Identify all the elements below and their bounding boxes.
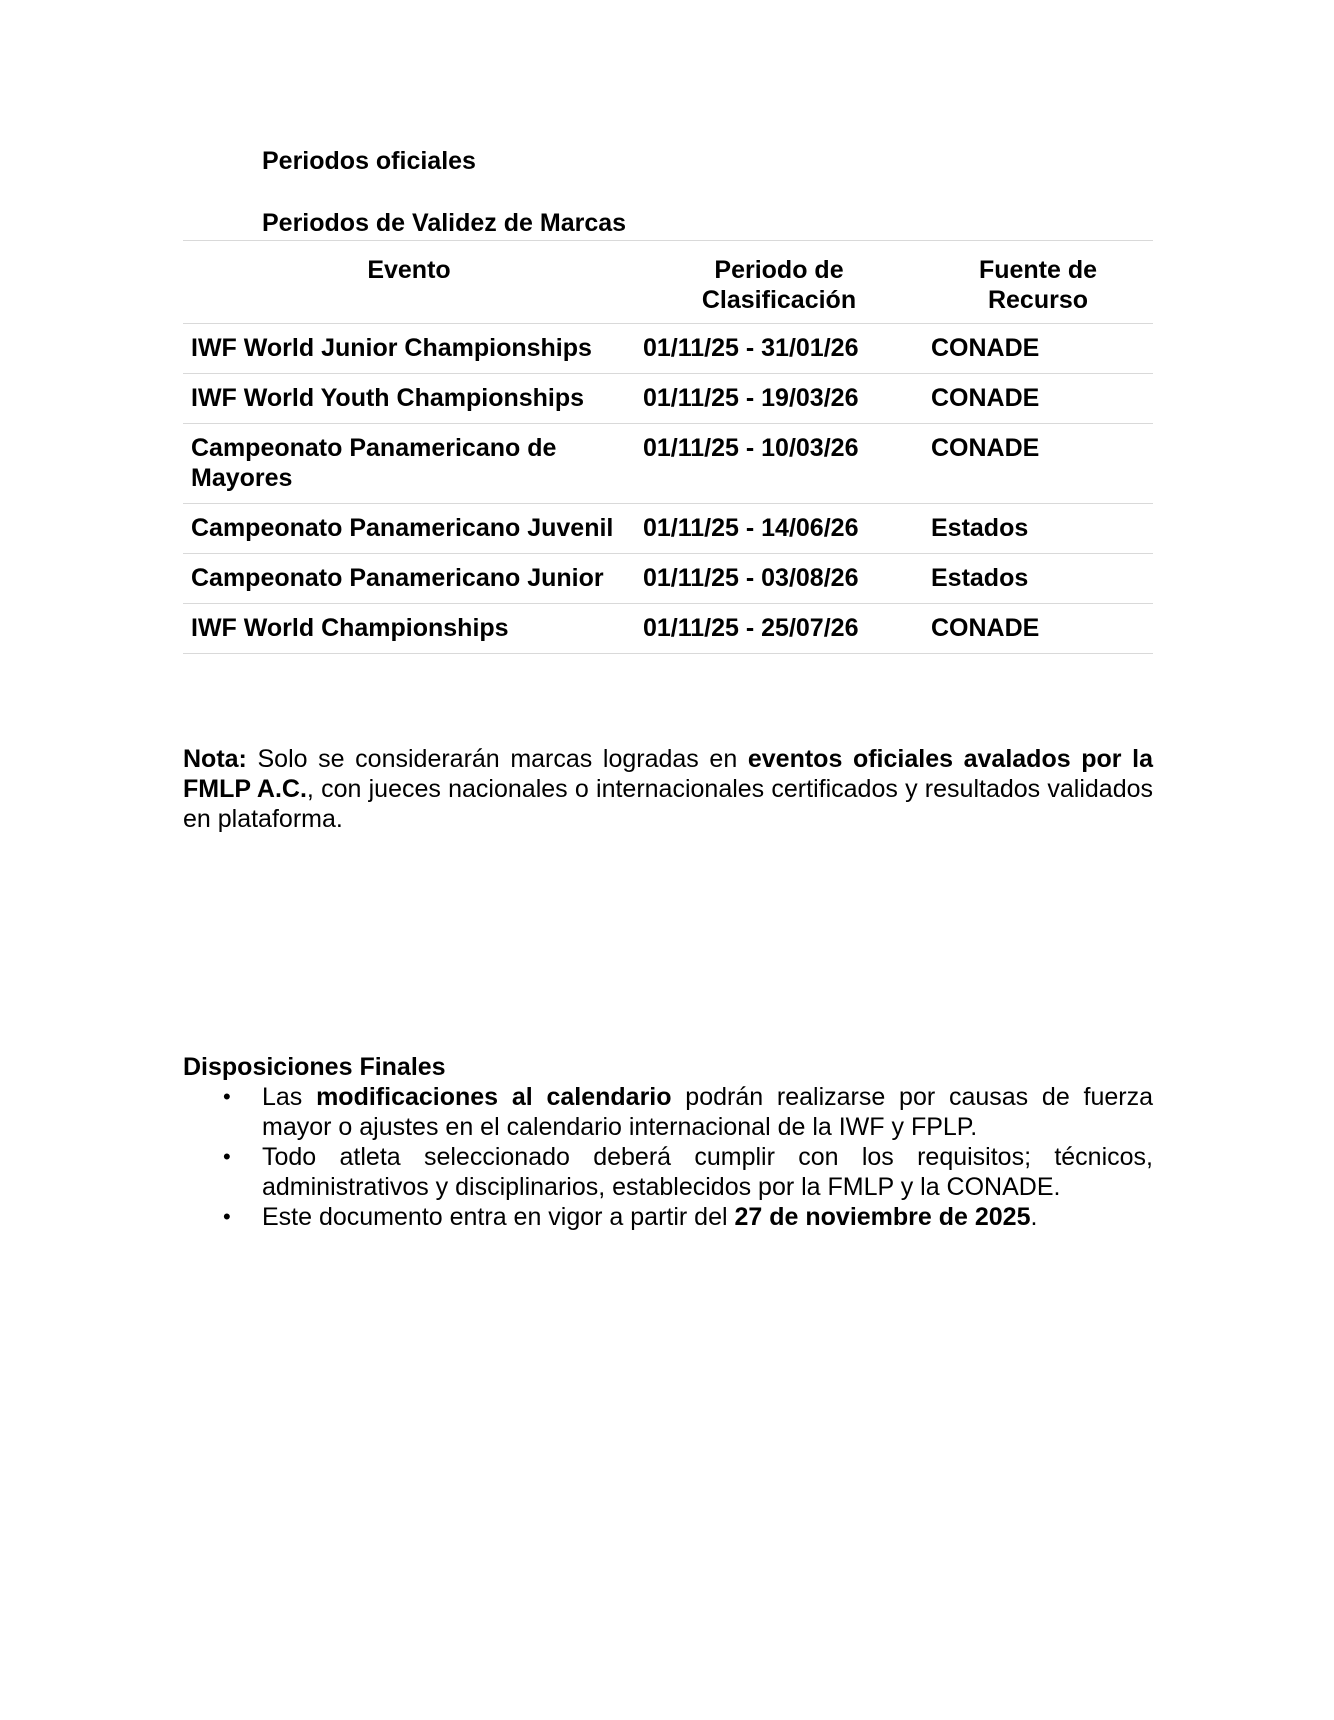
source-cell: CONADE — [923, 424, 1153, 504]
list-item: • Las modificaciones al calendario podrán realizarse por causas de fuerza mayor o ajustes en el calendario internacional de la IWF y FPLP. — [223, 1083, 1153, 1141]
table-row — [183, 324, 1153, 374]
source-cell: Estados — [923, 554, 1153, 604]
period-cell: 01/11/25 - 25/07/26 — [635, 604, 923, 654]
table-row — [183, 604, 1153, 654]
table-header-row — [183, 241, 1153, 324]
event-cell: Campeonato Panamericano Junior — [183, 554, 635, 604]
period-cell: 01/11/25 - 03/08/26 — [635, 554, 923, 604]
note-paragraph — [183, 744, 1153, 834]
header-event: Evento — [183, 241, 635, 324]
section-subtitle: Periodos de Validez de Marcas — [262, 209, 627, 237]
table-row — [183, 504, 1153, 554]
list-item: • Todo atleta seleccionado deberá cumplir con los requisitos; técnicos, administrativos y disciplinarios, establecidos por la FMLP y la CONADE. — [223, 1143, 1153, 1201]
source-cell: CONADE — [923, 604, 1153, 654]
period-cell: 01/11/25 - 14/06/26 — [635, 504, 923, 554]
table-row — [183, 424, 1153, 504]
source-cell: CONADE — [923, 374, 1153, 424]
period-cell: 01/11/25 - 10/03/26 — [635, 424, 923, 504]
table-row — [183, 554, 1153, 604]
source-cell: Estados — [923, 504, 1153, 554]
list-item: • Este documento entra en vigor a partir del 27 de noviembre de 2025. — [223, 1203, 1038, 1231]
header-source: Fuente de Recurso — [923, 241, 1153, 324]
note-label: Nota: — [183, 745, 247, 773]
event-cell: Campeonato Panamericano Juvenil — [183, 504, 635, 554]
final-provisions-title: Disposiciones Finales — [183, 1053, 446, 1081]
header-period: Periodo de Clasificación — [635, 241, 923, 324]
event-cell: IWF World Junior Championships — [183, 324, 635, 374]
periods-table — [183, 240, 1153, 654]
bullet-icon: • — [223, 1084, 231, 1109]
page-title: Periodos oficiales — [262, 147, 476, 175]
note-emphasis: eventos oficiales avalados por la FMLP A.C. — [183, 745, 1153, 803]
note-text: Solo se considerarán marcas logradas en — [246, 745, 748, 773]
event-cell: IWF World Youth Championships — [183, 374, 635, 424]
bullet-icon: • — [223, 1144, 231, 1169]
event-cell: IWF World Championships — [183, 604, 635, 654]
period-cell: 01/11/25 - 19/03/26 — [635, 374, 923, 424]
table-row — [183, 374, 1153, 424]
bullet-icon: • — [223, 1204, 231, 1229]
final-provisions-list — [183, 1082, 1153, 1232]
event-cell: Campeonato Panamericano de Mayores — [183, 424, 635, 504]
note-text: , con jueces nacionales o internacionales certificados y resultados validados en plataforma. — [183, 775, 1154, 833]
period-cell: 01/11/25 - 31/01/26 — [635, 324, 923, 374]
source-cell: CONADE — [923, 324, 1153, 374]
